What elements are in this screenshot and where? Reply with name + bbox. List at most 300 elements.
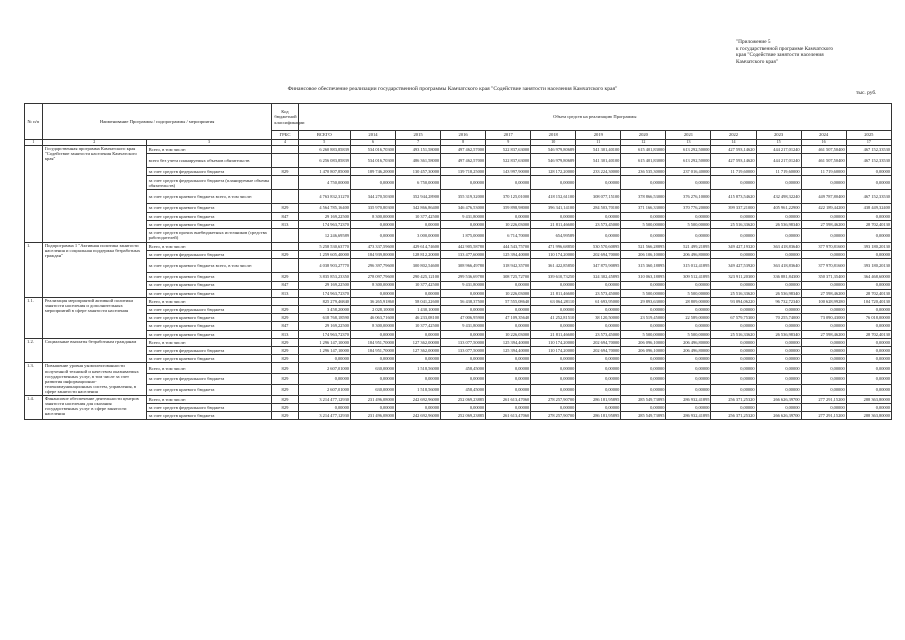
year-value: 0,00000 <box>576 306 621 314</box>
year-value: 0,00000 <box>801 322 846 330</box>
year-value: 21 811,46600 <box>531 220 576 228</box>
table-row <box>25 289 892 297</box>
year-value: 349 427,53920 <box>711 259 756 273</box>
year-value: 522 837,63000 <box>486 146 531 154</box>
year-value: 546 979,80689 <box>531 154 576 168</box>
year-value: 0,00000 <box>711 322 756 330</box>
year-value: 1 518,56000 <box>396 363 441 374</box>
year-value: 493 151,58000 <box>396 146 441 154</box>
header-column-number: 4 <box>272 140 298 146</box>
year-value: 242 692,96000 <box>396 395 441 403</box>
year-value: 0,00000 <box>711 384 756 395</box>
year-value: 432 498,32240 <box>756 190 801 204</box>
year-value: 0,00000 <box>801 212 846 220</box>
year-value: 324 302,45895 <box>576 273 621 281</box>
year-value: 0,00000 <box>846 322 891 330</box>
year-value: 300 802,54600 <box>396 259 441 273</box>
year-value: 189 746,20000 <box>350 168 395 176</box>
header-column-number: 7 <box>396 140 441 146</box>
year-value: 63 064,28110 <box>531 297 576 305</box>
year-value: 236 535,30000 <box>621 168 666 176</box>
year-value: 202 694,70000 <box>576 338 621 346</box>
table-row <box>25 154 892 168</box>
year-value: 0,00000 <box>801 306 846 314</box>
year-value: 315 012,41895 <box>666 259 711 273</box>
year-value: 46 063,71600 <box>350 314 395 322</box>
year-value: 28 702,40130 <box>846 330 891 338</box>
year-value: 143 997,90000 <box>486 168 531 176</box>
total-value: 2 607,01000 <box>298 363 350 374</box>
year-value: 261 613,47060 <box>486 411 531 419</box>
grbs-code: 847 <box>272 322 298 330</box>
year-value: 0,00000 <box>621 281 666 289</box>
header-year: 2020 <box>621 131 666 140</box>
year-value: 0,00000 <box>350 176 395 190</box>
total-value: 174 963,72370 <box>298 330 350 338</box>
year-value: 25 516,33620 <box>711 330 756 338</box>
table-row <box>25 176 892 190</box>
year-value: 206 496,80000 <box>666 347 711 355</box>
year-value: 0,00000 <box>846 355 891 363</box>
year-value: 73 090,43000 <box>801 314 846 322</box>
funding-source: за счет средств федерального бюджета <box>146 374 272 385</box>
year-value: 0,00000 <box>846 176 891 190</box>
total-value: 6 260 883,85839 <box>298 146 350 154</box>
year-value: 0,00000 <box>846 212 891 220</box>
table-row <box>25 347 892 355</box>
year-value: 110 174,20000 <box>531 338 576 346</box>
year-value: 233 224,30000 <box>576 168 621 176</box>
year-value: 315 360,18895 <box>621 259 666 273</box>
header-column-number: 9 <box>486 140 531 146</box>
year-value: 335 970,80300 <box>350 204 395 212</box>
year-value: 0,00000 <box>350 403 395 411</box>
year-value: 0,00000 <box>621 363 666 374</box>
year-value: 0,00000 <box>441 355 486 363</box>
year-value: 318 942,35700 <box>486 259 531 273</box>
year-value: 128 812,20000 <box>396 251 441 259</box>
grbs-code: 829 <box>272 355 298 363</box>
year-value: 0,00000 <box>576 355 621 363</box>
year-value: 0,00000 <box>711 176 756 190</box>
year-value: 541 301,40100 <box>576 154 621 168</box>
year-value: 184 939,80000 <box>350 251 395 259</box>
year-value: 23 519,45000 <box>621 314 666 322</box>
year-value: 0,00000 <box>801 251 846 259</box>
total-value: 1 259 605,40000 <box>298 251 350 259</box>
year-value: 0,00000 <box>666 403 711 411</box>
year-value: 6 714,70000 <box>486 228 531 242</box>
year-value: 5 500,00000 <box>621 289 666 297</box>
year-value: 0,00000 <box>756 384 801 395</box>
year-value: 0,00000 <box>756 228 801 242</box>
grbs-code <box>272 176 298 190</box>
header-year: 2021 <box>666 131 711 140</box>
funding-source: Всего, в том числе: <box>146 395 272 403</box>
year-value: 0,00000 <box>621 384 666 395</box>
year-value: 473 337,59600 <box>350 242 395 250</box>
header-year: 2019 <box>576 131 621 140</box>
funding-source: за счет средств краевого бюджета <box>146 289 272 297</box>
year-value: 0,00000 <box>756 363 801 374</box>
year-value: 467 152,33530 <box>846 190 891 204</box>
year-value: 256 371,25320 <box>711 395 756 403</box>
year-value: 28 702,40130 <box>846 289 891 297</box>
year-value: 0,00000 <box>801 374 846 385</box>
total-value: 3 214 477,12930 <box>298 395 350 403</box>
funding-source: за счет средств федерального бюджета <box>146 403 272 411</box>
year-value: 133 477,60000 <box>441 251 486 259</box>
program-name: Финансовое обеспечение деятельности центров занятости населения для оказания государственных услуг в сфере занятости населения <box>42 395 146 420</box>
year-value: 0,00000 <box>576 228 621 242</box>
year-value: 0,00000 <box>801 176 846 190</box>
year-value: 0,00000 <box>711 251 756 259</box>
year-value: 76 018,00000 <box>846 314 891 322</box>
year-value: 1 518,56000 <box>396 384 441 395</box>
year-value: 125 394,40000 <box>486 338 531 346</box>
header-year: 2018 <box>531 131 576 140</box>
total-value: 0,00000 <box>298 403 350 411</box>
program-name: Государственная программа Камчатского края "Содействие занятости населения Камчатского края" <box>42 146 146 243</box>
year-value: 0,00000 <box>531 322 576 330</box>
year-value: 0,00000 <box>846 374 891 385</box>
grbs-code <box>272 146 298 154</box>
program-name: Подпрограмма 1 "Активная политика занятости населения и социальная поддержка безработных граждан" <box>42 242 146 297</box>
total-value: 29 169,22500 <box>298 322 350 330</box>
year-value: 290 425,12100 <box>396 273 441 281</box>
year-value: 0,00000 <box>531 281 576 289</box>
year-value: 442 905,58780 <box>441 242 486 250</box>
total-value: 29 169,22500 <box>298 212 350 220</box>
year-value: 8 300,00000 <box>350 322 395 330</box>
year-value: 206 496,80000 <box>666 251 711 259</box>
table-row <box>25 259 892 273</box>
funding-source: за счет средств краевого бюджета <box>146 384 272 395</box>
year-value: 0,00000 <box>666 176 711 190</box>
year-value: 0,00000 <box>711 403 756 411</box>
year-value: 93 094,06220 <box>711 297 756 305</box>
header-column-number: 10 <box>531 140 576 146</box>
header-column-number: 1 <box>25 140 43 146</box>
year-value: 0,00000 <box>711 347 756 355</box>
year-value: 0,00000 <box>486 281 531 289</box>
year-value: 110 174,20000 <box>531 251 576 259</box>
header-total: ВСЕГО <box>298 131 350 140</box>
year-value: 371 166,33000 <box>621 204 666 212</box>
year-value: 110 174,20000 <box>531 347 576 355</box>
header-year: 2014 <box>350 131 395 140</box>
header-year: 2024 <box>801 131 846 140</box>
year-value: 0,00000 <box>350 374 395 385</box>
year-value: 0,00000 <box>621 403 666 411</box>
row-number: 1.4. <box>25 395 43 420</box>
grbs-code: 829 <box>272 403 298 411</box>
year-value: 418 152,61100 <box>531 190 576 204</box>
year-value: 0,00000 <box>666 384 711 395</box>
grbs-code: 829 <box>272 395 298 403</box>
year-value: 0,00000 <box>441 306 486 314</box>
year-value: 497 462,57000 <box>441 154 486 168</box>
table-row <box>25 384 892 395</box>
year-value: 377 970,81600 <box>801 259 846 273</box>
year-value: 0,00000 <box>756 281 801 289</box>
year-value: 8 300,00000 <box>350 212 395 220</box>
total-value: 1 470 807,85000 <box>298 168 350 176</box>
year-value: 277 291,15200 <box>801 395 846 403</box>
header-column-number: 16 <box>801 140 846 146</box>
header-year: 2022 <box>711 131 756 140</box>
year-value: 0,00000 <box>350 355 395 363</box>
year-value: 26 536,98340 <box>756 330 801 338</box>
year-value: 377 970,81600 <box>801 242 846 250</box>
year-value: 471 996,68850 <box>531 242 576 250</box>
funding-source: за счет средств федерального бюджета <box>146 168 272 176</box>
grbs-code: 829 <box>272 168 298 176</box>
year-value: 0,00000 <box>756 212 801 220</box>
year-value: 277 291,15200 <box>801 411 846 419</box>
funding-source: за счет средств краевого бюджета всего, в том числе: <box>146 190 272 204</box>
year-value: 10 226,03000 <box>486 220 531 228</box>
year-value: 370 125,01000 <box>486 190 531 204</box>
total-value: 174 963,72370 <box>298 220 350 228</box>
year-value: 11 719,60000 <box>801 168 846 176</box>
year-value: 0,00000 <box>666 363 711 374</box>
year-value: 458,45000 <box>441 384 486 395</box>
funding-source: за счет средств федерального бюджета <box>146 306 272 314</box>
year-value: 0,00000 <box>711 374 756 385</box>
year-value: 8 300,00000 <box>350 281 395 289</box>
header-year: 2015 <box>396 131 441 140</box>
year-value: 0,00000 <box>756 374 801 385</box>
year-value: 0,00000 <box>350 289 395 297</box>
year-value: 396 341,14100 <box>531 204 576 212</box>
year-value: 0,00000 <box>576 212 621 220</box>
year-value: 299 536,69780 <box>441 273 486 281</box>
year-value: 0,00000 <box>666 212 711 220</box>
year-value: 0,00000 <box>756 251 801 259</box>
total-value: 4 564 785,16400 <box>298 204 350 212</box>
grbs-code: 829 <box>272 273 298 281</box>
table-row <box>25 306 892 314</box>
funding-source: за счет средств федерального бюджета (планируемые объемы обязательств) <box>146 176 272 190</box>
year-value: 0,00000 <box>486 212 531 220</box>
grbs-code: 829 <box>272 347 298 355</box>
grbs-code <box>272 242 298 250</box>
year-value: 458,45000 <box>441 363 486 374</box>
header-grbs: ГРБС <box>272 131 298 140</box>
grbs-code: 829 <box>272 384 298 395</box>
funding-source: за счет средств краевого бюджета <box>146 314 272 322</box>
header-year: 2017 <box>486 131 531 140</box>
year-value: 415 873,54620 <box>711 190 756 204</box>
grbs-code: 847 <box>272 281 298 289</box>
year-value: 296 397,79600 <box>350 259 395 273</box>
header-program-name: Наименование Программы / подпрограммы / мероприятия <box>42 104 272 140</box>
total-value: 5 258 530,63770 <box>298 242 350 250</box>
total-value: 6 256 083,85839 <box>298 154 350 168</box>
total-value: 4 038 903,27770 <box>298 259 350 273</box>
table-row <box>25 314 892 322</box>
year-value: 0,00000 <box>396 330 441 338</box>
total-value: 2 607,01000 <box>298 384 350 395</box>
year-value: 0,00000 <box>396 403 441 411</box>
year-value: 0,00000 <box>576 374 621 385</box>
year-value: 21 811,46600 <box>531 289 576 297</box>
year-value: 128 172,20000 <box>531 168 576 176</box>
year-value: 0,00000 <box>531 374 576 385</box>
year-value: 0,00000 <box>621 176 666 190</box>
grbs-code: 829 <box>272 251 298 259</box>
header-year: 2023 <box>756 131 801 140</box>
year-value: 0,00000 <box>350 228 395 242</box>
year-value: 10 377,42500 <box>396 212 441 220</box>
year-value: 359 898,98000 <box>486 204 531 212</box>
appendix-note: "Приложение 5 к государственной программе Камчатского края "Содействие занятости населения Камчатского края" <box>736 39 834 65</box>
total-value: 4 750,00000 <box>298 176 350 190</box>
year-value: 0,00000 <box>846 228 891 242</box>
year-value: 2 028,10000 <box>350 306 395 314</box>
row-number: 1.1. <box>25 297 43 338</box>
header-column-number: 12 <box>621 140 666 146</box>
year-value: 9 431,80000 <box>441 212 486 220</box>
year-value: 25 516,33620 <box>711 289 756 297</box>
year-value: 0,00000 <box>846 168 891 176</box>
year-value: 5 500,00000 <box>621 220 666 228</box>
year-value: 0,00000 <box>531 403 576 411</box>
table-row <box>25 322 892 330</box>
year-value: 0,00000 <box>711 228 756 242</box>
year-value: 23 573,45000 <box>576 330 621 338</box>
year-value: 10 226,03000 <box>486 330 531 338</box>
year-value: 370 776,20000 <box>666 204 711 212</box>
funding-source: всего без учета планируемых объемов обязательств <box>146 154 272 168</box>
funding-source: за счет средств краевого бюджета всего, в том числе: <box>146 259 272 273</box>
year-value: 256 371,25320 <box>711 411 756 419</box>
year-value: 0,00000 <box>621 322 666 330</box>
year-value: 344 270,50300 <box>350 190 395 204</box>
year-value: 0,00000 <box>711 363 756 374</box>
table-row <box>25 355 892 363</box>
document-title: Финансовое обеспечение реализации государственной программы Камчатского края "Содействие занятости населения Камчатского края" <box>287 86 618 92</box>
year-value: 0,00000 <box>711 306 756 314</box>
year-value: 28 702,40130 <box>846 220 891 228</box>
year-value: 286 181,95895 <box>576 411 621 419</box>
year-value: 630,00000 <box>350 363 395 374</box>
row-number: 1.3. <box>25 363 43 395</box>
year-value: 467 152,33530 <box>846 146 891 154</box>
year-value: 0,00000 <box>756 347 801 355</box>
year-value: 130 457,30000 <box>396 168 441 176</box>
total-value: 3 835 853,23350 <box>298 273 350 281</box>
year-value: 0,00000 <box>441 403 486 411</box>
year-value: 0,00000 <box>486 403 531 411</box>
year-value: 444 217,01240 <box>756 146 801 154</box>
year-value: 0,00000 <box>801 281 846 289</box>
table-row <box>25 395 892 403</box>
year-value: 288 363,80000 <box>846 411 891 419</box>
table-row <box>25 363 892 374</box>
year-value: 0,00000 <box>486 355 531 363</box>
year-value: 0,00000 <box>396 289 441 297</box>
year-value: 0,00000 <box>621 212 666 220</box>
grbs-code: 829 <box>272 374 298 385</box>
header-column-number: 8 <box>441 140 486 146</box>
total-value: 825 279,46840 <box>298 297 350 305</box>
year-value: 0,00000 <box>621 355 666 363</box>
year-value: 342 866,86400 <box>396 204 441 212</box>
year-value: 0,00000 <box>846 347 891 355</box>
year-value: 206 096,10000 <box>621 347 666 355</box>
year-value: 206 096,10000 <box>621 338 666 346</box>
year-value: 0,00000 <box>486 322 531 330</box>
year-value: 0,00000 <box>396 374 441 385</box>
year-value: 11 719,60000 <box>711 168 756 176</box>
year-value: 5 500,00000 <box>666 220 711 228</box>
grbs-code <box>272 259 298 273</box>
year-value: 36 265,91860 <box>350 297 395 305</box>
year-value: 237 016,40000 <box>666 168 711 176</box>
year-value: 0,00000 <box>531 212 576 220</box>
grbs-code <box>272 228 298 242</box>
total-value: 1 296 147,10000 <box>298 338 350 346</box>
year-value: 125 394,40000 <box>486 251 531 259</box>
year-value: 449 787,80400 <box>801 190 846 204</box>
year-value: 522 837,63000 <box>486 154 531 168</box>
table-row <box>25 330 892 338</box>
year-value: 58 041,22600 <box>396 297 441 305</box>
year-value: 339 610,73250 <box>531 273 576 281</box>
year-value: 0,00000 <box>531 176 576 190</box>
year-value: 10 226,03000 <box>486 289 531 297</box>
year-value: 10 377,42500 <box>396 281 441 289</box>
year-value: 285 549,73895 <box>621 395 666 403</box>
year-value: 309 512,41895 <box>666 273 711 281</box>
funding-source: Всего, в том числе: <box>146 338 272 346</box>
grbs-code <box>272 190 298 204</box>
year-value: 22 589,00000 <box>666 314 711 322</box>
total-value: 174 963,72370 <box>298 289 350 297</box>
header-column-number: 14 <box>711 140 756 146</box>
year-value: 47 006,95900 <box>441 314 486 322</box>
year-value: 0,00000 <box>441 176 486 190</box>
year-value: 0,00000 <box>350 330 395 338</box>
year-value: 521 499,21895 <box>666 242 711 250</box>
year-value: 104 720,40130 <box>846 297 891 305</box>
year-value: 444 543,75700 <box>486 242 531 250</box>
header-column-number: 11 <box>576 140 621 146</box>
year-value: 242 692,96000 <box>396 411 441 419</box>
year-value: 27 598,46200 <box>801 289 846 297</box>
year-value: 278 257,90700 <box>531 395 576 403</box>
year-value: 0,00000 <box>486 363 531 374</box>
year-value: 486 361,58000 <box>396 154 441 168</box>
funding-source: за счет средств краевого бюджета <box>146 411 272 419</box>
year-value: 0,00000 <box>576 403 621 411</box>
row-number: 1.2. <box>25 338 43 363</box>
table-row <box>25 338 892 346</box>
year-value: 26 536,98340 <box>756 220 801 228</box>
year-value: 125 394,40000 <box>486 347 531 355</box>
year-value: 100 628,99280 <box>801 297 846 305</box>
funding-source: Всего, в том числе: <box>146 146 272 154</box>
year-value: 286 932,41895 <box>666 411 711 419</box>
year-value: 46 233,08100 <box>396 314 441 322</box>
year-value: 0,00000 <box>441 374 486 385</box>
year-value: 0,00000 <box>576 322 621 330</box>
total-value: 0,00000 <box>298 374 350 385</box>
year-value: 323 911,20300 <box>711 273 756 281</box>
year-value: 0,00000 <box>846 251 891 259</box>
